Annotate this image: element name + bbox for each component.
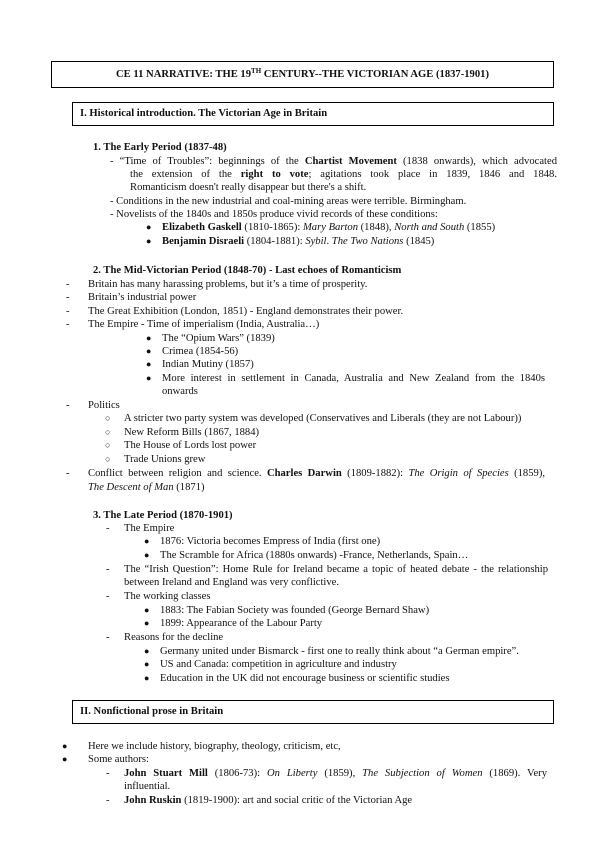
irish-line-2: between Ireland and England was very conflictive. (124, 577, 340, 588)
early-troubles-line3: Romanticism doesn't really disappear but there's a shift. (130, 182, 367, 193)
mid-line-3: The Great Exhibition (London, 1851) - England demonstrates their power. (88, 306, 404, 317)
conflict-line-1: Conflict between religion and science. Charles Darwin (1809-1882): The Origin of Species (1859), (88, 468, 546, 479)
dash-marker: - (106, 795, 110, 806)
decline-item-1: Germany united under Bismarck - first one to really think about “a German empire”. (160, 646, 519, 657)
bullet-icon: ● (144, 618, 150, 628)
disraeli-line: Benjamin Disraeli (1804-1881): Sybil. The Two Nations (1845) (162, 236, 435, 247)
late-period-heading: 3. The Late Period (1870-1901) (93, 510, 233, 521)
late-empire-item-2: The Scramble for Africa (1880s onwards) -France, Netherlands, Spain… (160, 550, 469, 561)
early-conditions: - Conditions in the new industrial and coal-mining areas were terrible. Birmingham. (110, 196, 467, 207)
bullet-icon: ● (144, 646, 150, 656)
mill-line-2: influential. (124, 781, 171, 792)
bullet-icon: ● (144, 605, 150, 615)
politics-item-2: New Reform Bills (1867, 1884) (124, 427, 260, 438)
bullet-icon: ● (146, 373, 152, 383)
dash-marker: - (106, 632, 110, 643)
mid-period-heading: 2. The Mid-Victorian Period (1848-70) - Last echoes of Romanticism (93, 265, 402, 276)
bullet-icon: ● (146, 346, 152, 356)
bullet-icon: ● (144, 536, 150, 546)
gaskell-line: Elizabeth Gaskell (1810-1865): Mary Barton (1848), North and South (1855) (162, 222, 496, 233)
politics-label: Politics (88, 400, 120, 411)
circle-bullet-icon: ○ (105, 413, 111, 423)
dash-marker: - (106, 768, 110, 779)
late-empire-item-1: 1876: Victoria becomes Empress of India (first one) (160, 536, 381, 547)
working-item-2: 1899: Appearance of the Labour Party (160, 618, 323, 629)
conflict-line-2: The Descent of Man (1871) (88, 482, 205, 493)
mid-line-1: Britain has many harassing problems, but it’s a time of prosperity. (88, 279, 368, 290)
empire-item-2: Crimea (1854-56) (162, 346, 239, 357)
empire-item-4: More interest in settlement in Canada, Australia and New Zealand from the 1840s (162, 373, 545, 384)
ruskin-line: John Ruskin (1819-1900): art and social critic of the Victorian Age (124, 795, 413, 806)
early-novelists: - Novelists of the 1840s and 1850s produce vivid records of these conditions: (110, 209, 438, 220)
politics-item-3: The House of Lords lost power (124, 440, 257, 451)
mid-line-4: The Empire - Time of imperialism (India, Australia…) (88, 319, 320, 330)
circle-bullet-icon: ○ (105, 454, 111, 464)
dash-marker: - (66, 292, 70, 303)
politics-item-4: Trade Unions grew (124, 454, 206, 465)
bullet-icon: ● (144, 659, 150, 669)
bullet-icon: ● (144, 550, 150, 560)
prose-item-2: Some authors: (88, 754, 149, 765)
working-classes: The working classes (124, 591, 211, 602)
bullet-icon: ● (146, 333, 152, 343)
dash-marker: - (66, 468, 70, 479)
dash-marker: - (106, 564, 110, 575)
document-title: CE 11 NARRATIVE: THE 19TH CENTURY--THE VICTORIAN AGE (1837-1901) (51, 61, 554, 88)
irish-line-1: The “Irish Question”: Home Rule for Ireland became a topic of heated debate - the relationship (124, 564, 548, 575)
bullet-icon: ● (62, 754, 68, 764)
working-item-1: 1883: The Fabian Society was founded (George Bernard Shaw) (160, 605, 430, 616)
circle-bullet-icon: ○ (105, 427, 111, 437)
late-empire: The Empire (124, 523, 175, 534)
politics-item-1: A stricter two party system was developed (Conservatives and Liberals (they are not Labour)) (124, 413, 522, 424)
bullet-icon: ● (146, 236, 152, 246)
early-troubles-line1: - “Time of Troubles”: beginnings of the Chartist Movement (1838 onwards), which advocated (110, 156, 557, 167)
dash-marker: - (66, 279, 70, 290)
prose-item-1: Here we include history, biography, theology, criticism, etc, (88, 741, 341, 752)
bullet-icon: ● (146, 359, 152, 369)
decline-item-3: Education in the UK did not encourage business or scientific studies (160, 673, 450, 684)
empire-item-3: Indian Mutiny (1857) (162, 359, 254, 370)
empire-item-1: The “Opium Wars” (1839) (162, 333, 275, 344)
mid-line-2: Britain’s industrial power (88, 292, 197, 303)
early-troubles-line2: the extension of the right to vote; agitations took place in 1839, 1846 and 1848. (130, 169, 557, 180)
decline-label: Reasons for the decline (124, 632, 224, 643)
dash-marker: - (66, 306, 70, 317)
dash-marker: - (66, 319, 70, 330)
mill-line-1: John Stuart Mill (1806-73): On Liberty (1859), The Subjection of Women (1869). Very (124, 768, 548, 779)
section-2-heading: II. Nonfictional prose in Britain (72, 700, 554, 724)
section-1-heading: I. Historical introduction. The Victorian Age in Britain (72, 102, 554, 126)
early-period-heading: 1. The Early Period (1837-48) (93, 142, 227, 153)
dash-marker: - (66, 400, 70, 411)
circle-bullet-icon: ○ (105, 440, 111, 450)
decline-item-2: US and Canada: competition in agriculture and industry (160, 659, 397, 670)
bullet-icon: ● (144, 673, 150, 683)
empire-item-4-cont: onwards (162, 386, 198, 397)
bullet-icon: ● (62, 741, 68, 751)
bullet-icon: ● (146, 222, 152, 232)
dash-marker: - (106, 523, 110, 534)
dash-marker: - (106, 591, 110, 602)
